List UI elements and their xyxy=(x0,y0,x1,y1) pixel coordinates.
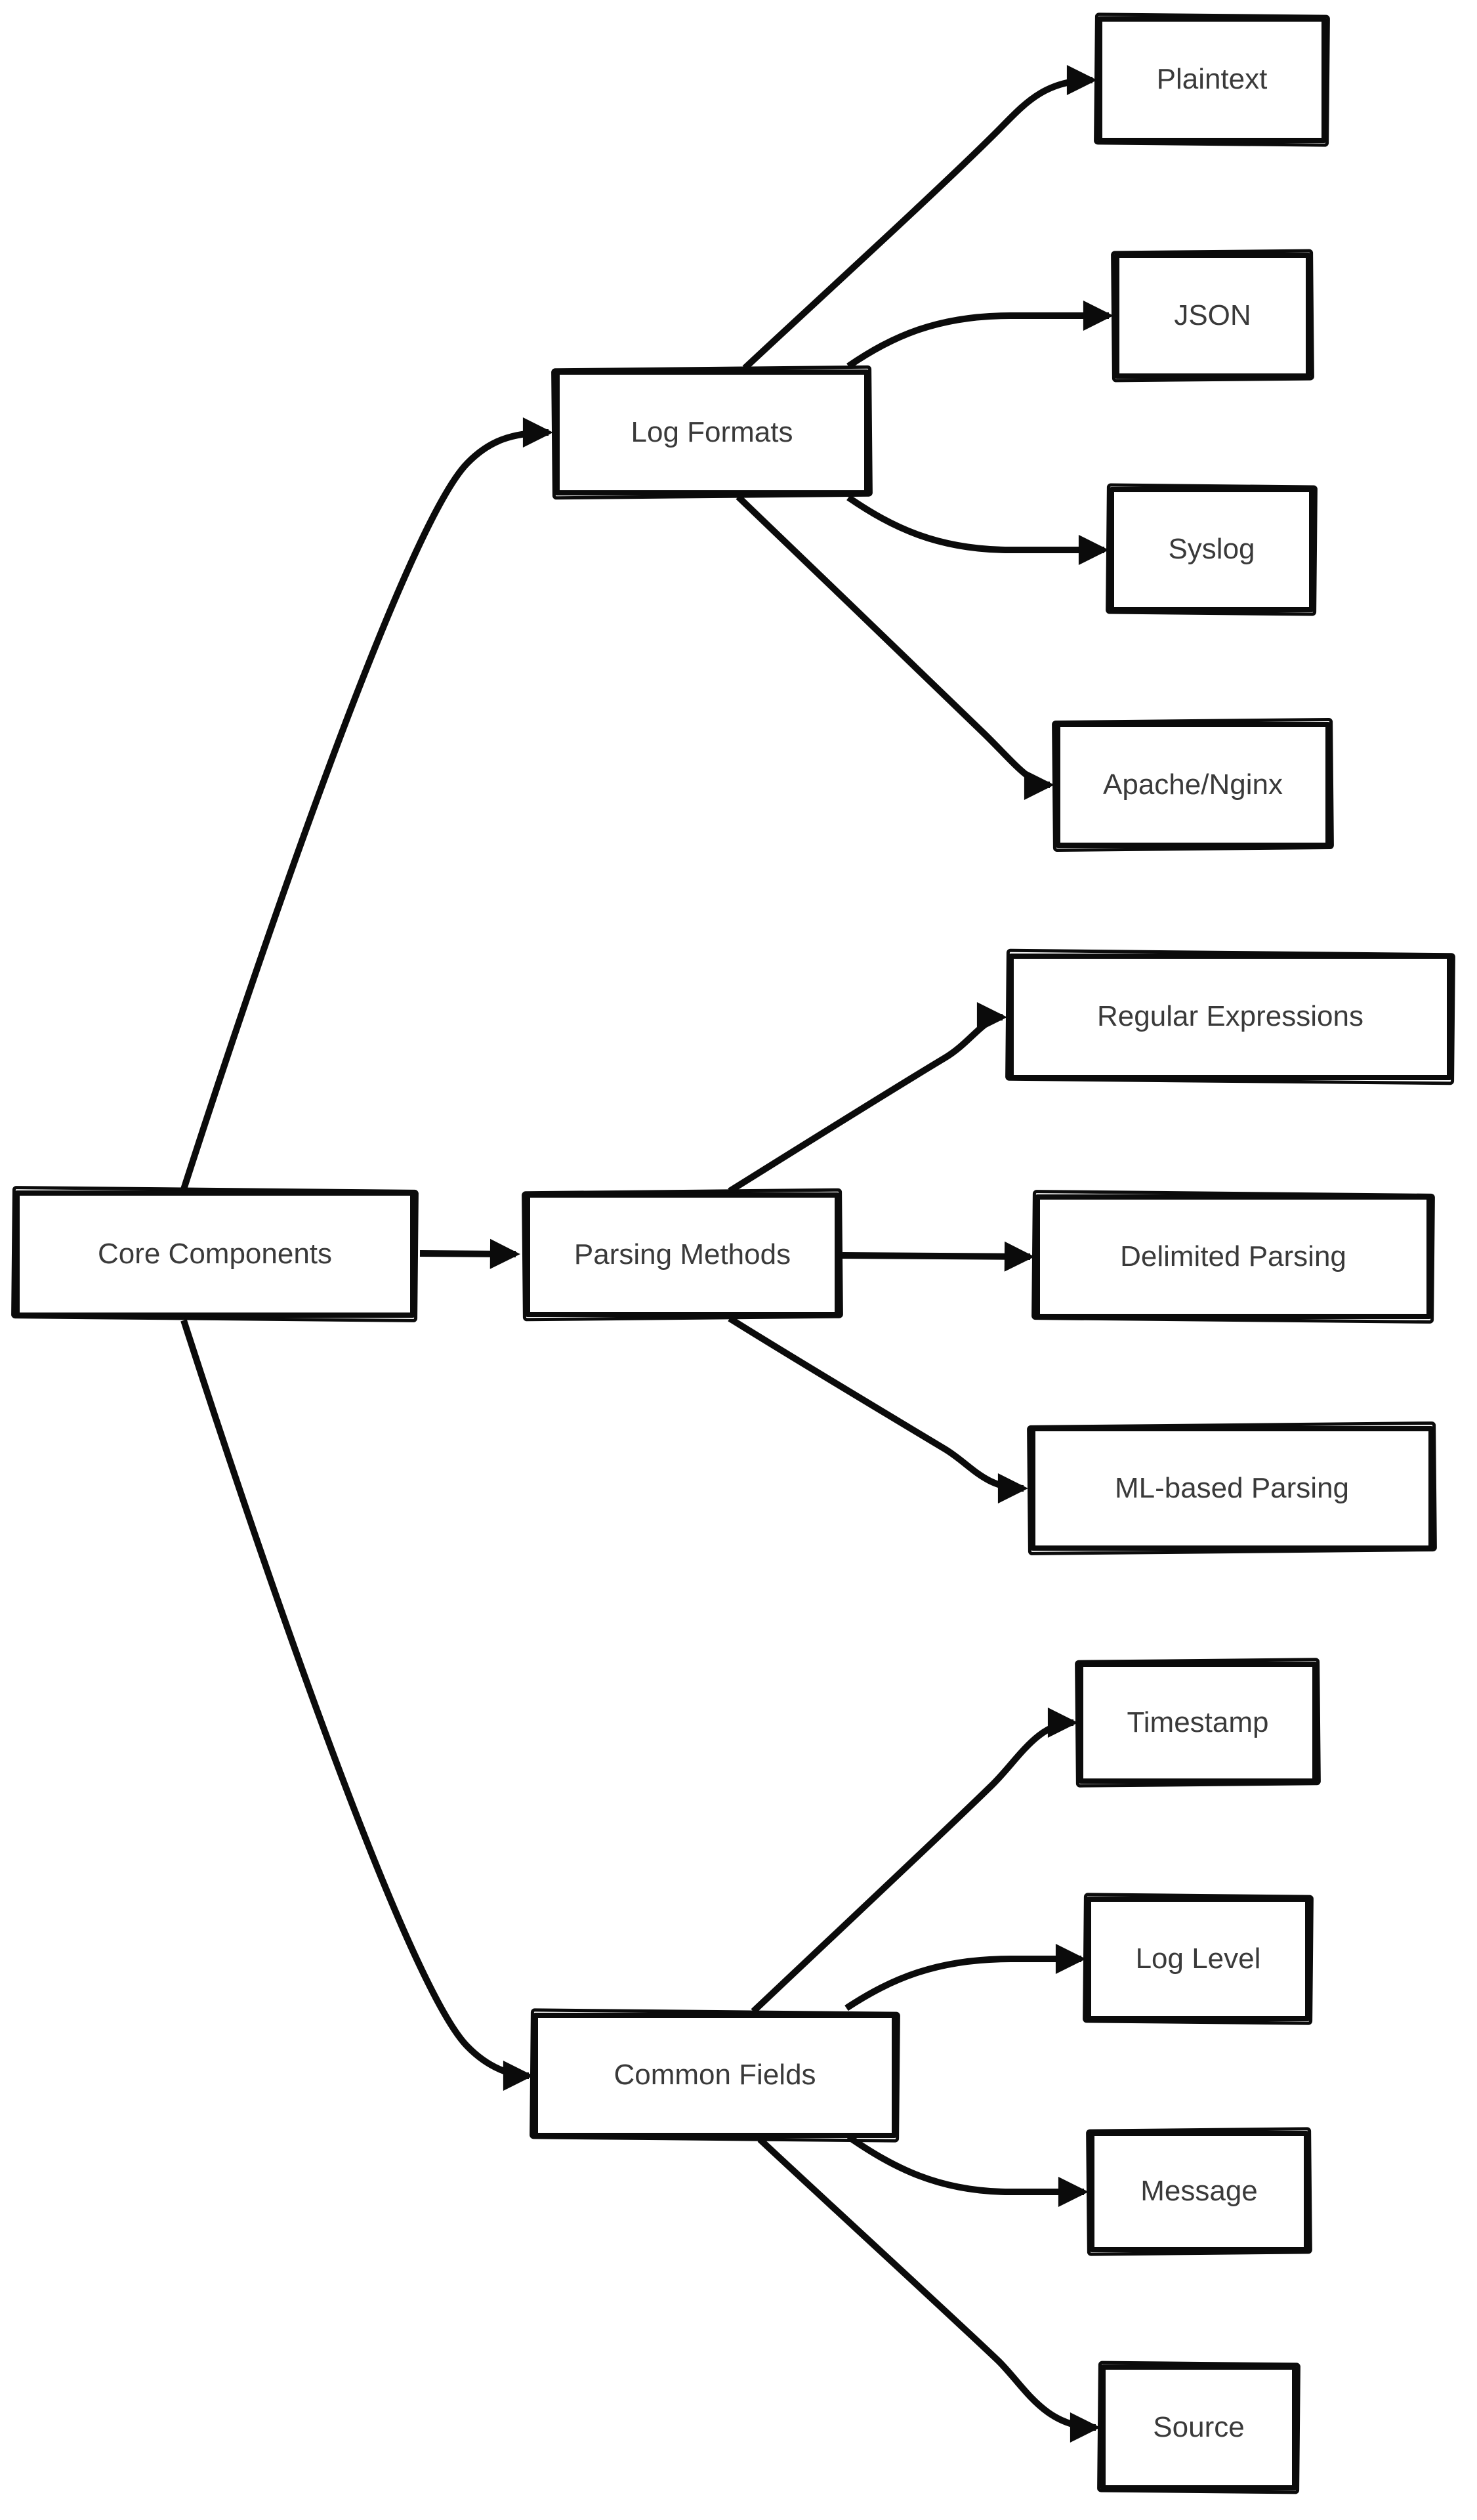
node-label: Apache/Nginx xyxy=(1103,768,1283,801)
node-source xyxy=(1100,2364,1297,2490)
edge-parsing-methods-to-regular-expressions xyxy=(730,1017,1003,1191)
edge-log-formats-to-apache-nginx xyxy=(738,497,1050,785)
edge-core-to-parsing-methods xyxy=(420,1253,516,1254)
node-ml-based-parsing xyxy=(1030,1426,1434,1551)
node-syslog xyxy=(1109,487,1314,612)
edge-core-to-common-fields xyxy=(184,1320,529,2076)
edge-common-fields-to-timestamp xyxy=(753,1723,1073,2011)
edge-common-fields-to-source xyxy=(760,2139,1096,2427)
node-delimited-parsing xyxy=(1035,1194,1432,1319)
node-label: Parsing Methods xyxy=(573,1238,791,1270)
node-common-fields xyxy=(533,2013,897,2138)
node-label: Log Level xyxy=(1135,1942,1261,1975)
edge-common-fields-to-message xyxy=(848,2137,1084,2192)
edge-parsing-methods-to-delimited-parsing xyxy=(843,1255,1030,1257)
node-label: JSON xyxy=(1174,299,1251,331)
node-label: Core Components xyxy=(97,1237,333,1270)
node-label: Source xyxy=(1153,2410,1245,2443)
node-apache-nginx xyxy=(1055,722,1331,848)
node-json xyxy=(1114,253,1311,379)
node-timestamp xyxy=(1078,1662,1318,1784)
node-parsing-methods xyxy=(525,1192,840,1317)
node-message xyxy=(1089,2131,1309,2252)
node-label: Timestamp xyxy=(1127,1706,1269,1738)
node-log-level xyxy=(1086,1897,1310,2021)
edge-common-fields-to-log-level xyxy=(846,1959,1081,2008)
node-label: Syslog xyxy=(1168,533,1255,566)
node-label: Plaintext xyxy=(1156,63,1268,96)
edge-log-formats-to-plaintext xyxy=(745,80,1092,368)
node-label: ML-based Parsing xyxy=(1114,1471,1350,1504)
edge-parsing-methods-to-ml-based-parsing xyxy=(730,1318,1024,1488)
node-label: Regular Expressions xyxy=(1097,1000,1363,1033)
edge-core-to-log-formats xyxy=(184,432,549,1189)
edge-log-formats-to-json xyxy=(848,316,1109,366)
node-regular-expressions xyxy=(1009,954,1452,1080)
node-plaintext xyxy=(1097,16,1327,143)
node-label: Log Formats xyxy=(631,415,793,448)
edge-log-formats-to-syslog xyxy=(848,497,1104,550)
node-label: Common Fields xyxy=(614,2059,816,2091)
node-label: Message xyxy=(1140,2175,1258,2208)
node-log-formats xyxy=(554,369,869,495)
node-core-components xyxy=(14,1190,415,1318)
node-label: Delimited Parsing xyxy=(1120,1240,1346,1272)
